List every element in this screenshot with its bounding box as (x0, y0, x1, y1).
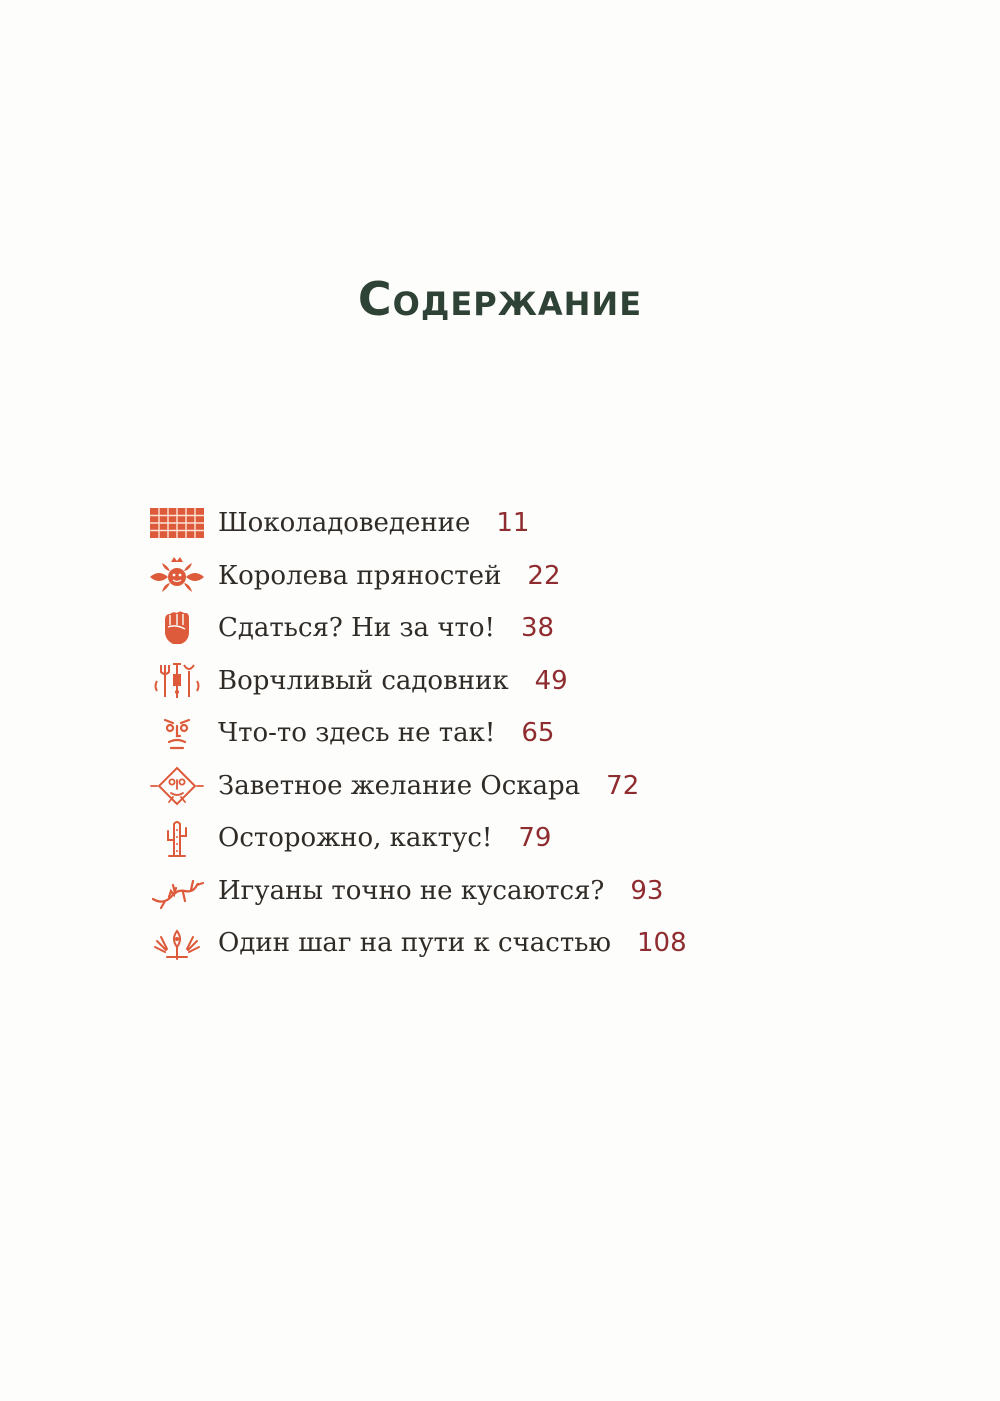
toc-entry-page: 22 (527, 560, 561, 591)
toc-entry-page: 93 (630, 875, 664, 906)
toc-entry-title: Ворчливый садовник (218, 665, 509, 696)
toc-entry-title: Королева пряностей (218, 560, 502, 591)
toc-entry[interactable] (146, 602, 786, 655)
toc-entry-page: 79 (518, 823, 552, 854)
spice-queen-icon (146, 554, 208, 598)
grumpy-face-icon (146, 711, 208, 755)
cactus-icon (146, 816, 208, 860)
garden-tools-icon (146, 659, 208, 703)
toc-entry-page: 11 (496, 508, 530, 539)
toc-entry-title: Что-то здесь не так! (218, 718, 496, 749)
toc-entry[interactable] (146, 707, 786, 760)
toc-entry[interactable] (146, 865, 786, 918)
page-title: Содержание (357, 272, 643, 326)
toc-entry-title: Сдаться? Ни за что! (218, 613, 495, 644)
toc-entry[interactable] (146, 655, 786, 708)
toc-entry-page: 65 (521, 718, 555, 749)
mask-face-icon (146, 764, 208, 808)
toc-entry-page: 108 (637, 928, 687, 959)
toc-entry[interactable] (146, 812, 786, 865)
raised-fist-icon (146, 606, 208, 650)
toc-entry-page: 72 (606, 770, 640, 801)
iguana-icon (146, 869, 208, 913)
toc-entry-title: Заветное желание Оскара (218, 770, 581, 801)
toc-entry[interactable] (146, 917, 786, 970)
table-of-contents (146, 497, 786, 970)
toc-entry-page: 49 (534, 665, 568, 696)
toc-entry[interactable] (146, 760, 786, 813)
toc-entry-page: 38 (521, 613, 555, 644)
toc-entry-title: Шоколадоведение (218, 508, 471, 539)
toc-entry[interactable] (146, 497, 786, 550)
toc-entry-title: Игуаны точно не кусаются? (218, 875, 605, 906)
toc-entry[interactable] (146, 550, 786, 603)
toc-entry-title: Один шаг на пути к счастью (218, 928, 612, 959)
flower-hands-icon (146, 921, 208, 965)
toc-entry-title: Осторожно, кактус! (218, 823, 493, 854)
chocolate-bar-icon (146, 501, 208, 545)
